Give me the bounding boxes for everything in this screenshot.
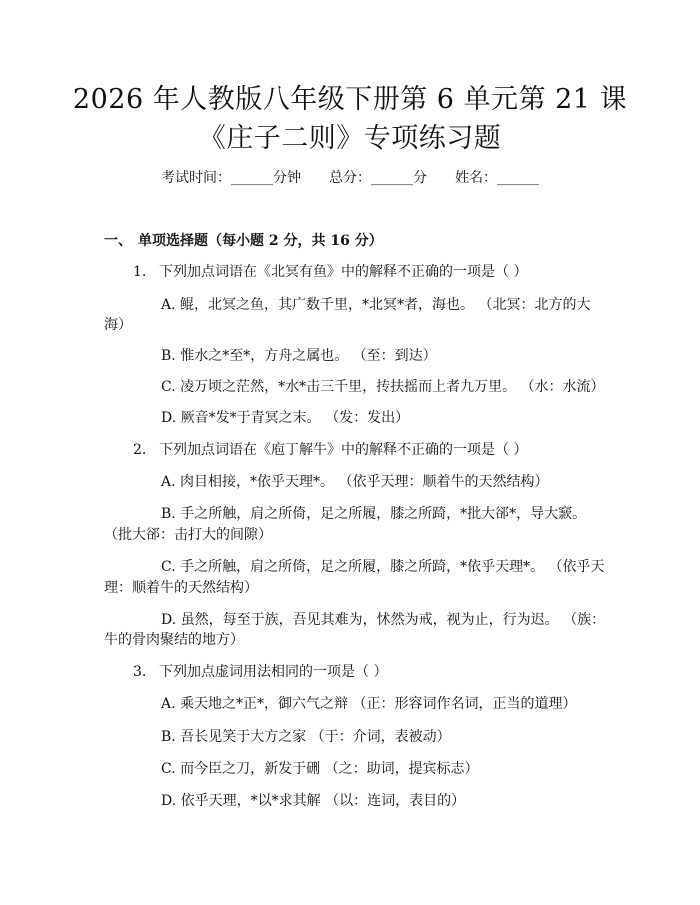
question-2-option-d: D. 虽然，每至于族，吾见其难为，怵然为戒，视为止，行为迟。 （族：	[161, 612, 606, 628]
document-title-line2: 《庄子二则》专项练习题	[198, 123, 502, 154]
section-title: 单项选择题（每小题 2 分，共 16 分）	[138, 233, 383, 249]
question-number: 1.	[133, 264, 147, 280]
question-stem: 下列加点词语在《庖丁解牛》中的解释不正确的一项是（ ）	[159, 442, 528, 458]
question-3-option-a: A. 乘天地之*正*，御六气之辩 （正：形容词作名词，正当的道理）	[161, 696, 577, 712]
question-2-option-b: B. 手之所触，肩之所倚，足之所履，膝之所踦，*批大郤*，导大窾。	[161, 506, 587, 522]
question-1-option-d: D. 厥音*发*于青冥之末。 （发：发出）	[161, 410, 410, 426]
exam-time-field: 考试时间：______分钟	[161, 170, 301, 186]
question-1-option-c: C. 凌万顷之茫然，*水*击三千里，抟扶摇而上者九万里。 （水：水流）	[161, 379, 605, 395]
total-score-field: 总分：______分	[329, 170, 427, 186]
question-stem: 下列加点词语在《北冥有鱼》中的解释不正确的一项是（ ）	[159, 264, 528, 280]
student-name-field: 姓名：______	[455, 170, 539, 186]
question-2	[133, 440, 527, 460]
question-3-option-b: B. 吾长见笑于大方之家 （于：介词，表被动）	[161, 729, 451, 745]
section-heading	[104, 231, 383, 251]
question-2-option-c: C. 手之所触，肩之所倚，足之所履，膝之所踦，*依乎天理*。 （依乎天	[161, 559, 605, 575]
question-3	[133, 662, 387, 682]
question-1-option-a-cont: 海）	[104, 317, 132, 333]
question-2-option-a: A. 肉目相接，*依乎天理*。 （依乎天理：顺着牛的天然结构）	[161, 474, 549, 490]
question-2-option-d-cont: 牛的骨肉聚结的地方）	[104, 632, 244, 648]
question-number: 2.	[133, 442, 147, 458]
question-3-option-d: D. 依乎天理，*以*求其解 （以：连词，表目的）	[161, 793, 466, 809]
question-number: 3.	[133, 664, 147, 680]
question-stem: 下列加点虚词用法相同的一项是（ ）	[159, 664, 388, 680]
question-2-option-b-cont: （批大郤：击打大的间隙）	[104, 527, 272, 543]
question-1-option-b: B. 惟水之*至*，方舟之属也。 （至：到达）	[161, 348, 437, 364]
exam-meta	[0, 168, 700, 188]
question-3-option-c: C. 而今臣之刀，新发于硎 （之：助词，提宾标志）	[161, 761, 479, 777]
section-number: 一、	[104, 233, 132, 249]
question-1-option-a: A. 鲲，北冥之鱼，其广数千里，*北冥*者，海也。 （北冥：北方的大	[161, 297, 591, 313]
document-title-line1: 2026 年人教版八年级下册第 6 单元第 21 课	[72, 84, 628, 115]
question-1	[133, 262, 527, 282]
question-2-option-c-cont: 理：顺着牛的天然结构）	[104, 580, 258, 596]
